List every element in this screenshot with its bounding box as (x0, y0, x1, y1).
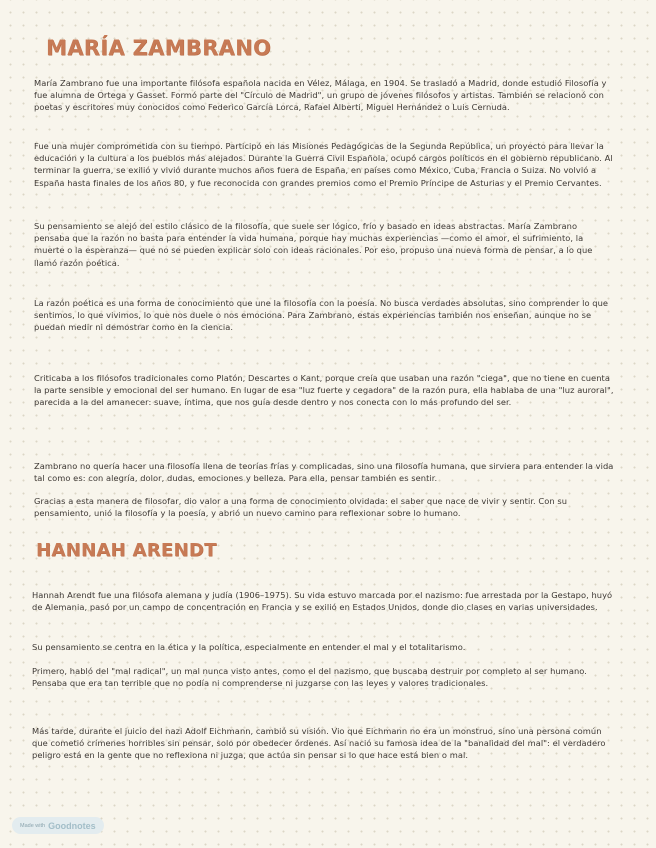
paragraph-arendt-radical-evil: Primero, habló del "mal radical", un mal nunca visto antes, como el del nazismo, que buscaba destruir por completo al ser humano. Pensaba que era tan terrible que no podía ni comprenderse ni juzgarse con las leyes y valores tradicionales. (32, 666, 587, 689)
paragraph-zambrano-poetic-reason: La razón poética es una forma de conocimiento que une la filosofía con la poesía. No busca verdades absolutas, sino comprender lo que sentimos, lo que vivimos, lo que nos duele o nos emociona. Para Zambrano, estas experiencias también nos enseñan, aunque no se puedan medir ni demostrar como en la ciencia. (34, 298, 609, 333)
paragraph-arendt-ethics: Su pensamiento se centra en la ética y la política, especialmente en entender el mal y el totalitarismo. (32, 642, 466, 652)
paragraph-zambrano-criticism: Criticaba a los filósofos tradicionales como Platón, Descartes o Kant, porque creía que usaban una razón "ciega", que no tiene en cuenta la parte sensible y emocional del ser humano. En lugar de esa "luz fuerte y cegadora" de la razón pura, ella hablaba de una "luz auroral", parecida a la del amanecer: suave, íntima, que nos guía desde dentro y nos conecta con lo más profundo del ser. (34, 373, 614, 408)
made-with-label: Made with (20, 822, 46, 829)
paragraph-arendt-biography: Hannah Arendt fue una filósofa alemana y judía (1906–1975). Su vida estuvo marcada por el nazismo: fue arrestada por la Gestapo, huyó de Alemania, pasó por un campo de concentración en Francia y se exilió en Estados Unidos, donde dio clases en varias universidades. (32, 590, 613, 613)
goodnotes-badge (12, 817, 104, 834)
section-title-hannah-arendt: HANNAH ARENDT (36, 540, 217, 561)
paragraph-zambrano-legacy: Gracias a esta manera de filosofar, dio valor a una forma de conocimiento olvidada: el saber que nace de vivir y sentir. Con su pensamiento, unió la filosofía y la poesía, y abrió un nuevo camino para reflexionar sobre lo humano. (34, 496, 568, 519)
paragraph-zambrano-commitment: Fue una mujer comprometida con su tiempo. Participó en las Misiones Pedagógicas de la Segunda República, un proyecto para llevar la educación y la cultura a los pueblos más alejados. Durante la Guerra Civil Española, ocupó cargos políticos en el gobierno republicano. Al terminar la guerra, se exilió y vivió durante muchos años fuera de España, en países como México, Cuba, Francia o Suiza. No volvió a España hasta finales de los años 80, y fue reconocida con grandes premios como el Premio Príncipe de Asturias y el Premio Cervantes. (34, 141, 613, 188)
paragraph-zambrano-human-philosophy: Zambrano no quería hacer una filosofía llena de teorías frías y complicadas, sino una filosofía humana, que sirviera para entender la vida tal como es: con alegría, dolor, dudas, emociones y belleza. Para ella, pensar también es sentir. (34, 461, 614, 484)
paragraph-zambrano-biography: María Zambrano fue una importante filósofa española nacida en Vélez, Málaga, en 1904. Se trasladó a Madrid, donde estudió Filosofía y fue alumna de Ortega y Gasset. Formó parte del "Círculo de Madrid", un grupo de jóvenes filósofos y artistas. También se relacionó con poetas y escritores muy conocidos como Federico García Lorca, Rafael Alberti, Miguel Hernández o Luis Cernuda. (34, 78, 607, 113)
section-title-maria-zambrano: MARÍA ZAMBRANO (46, 36, 272, 60)
paragraph-arendt-banality-of-evil: Más tarde, durante el juicio del nazi Adolf Eichmann, cambió su visión. Vio que Eichmann no era un monstruo, sino una persona común que cometió crímenes horribles sin pensar, solo por obedecer órdenes. Así nació su famosa idea de la "banalidad del mal": el verdadero peligro está en la gente que no reflexiona ni juzga, que actúa sin pensar si lo que hace está bien o mal. (32, 726, 606, 761)
goodnotes-logo: Goodnotes (48, 820, 96, 831)
paragraph-zambrano-thought: Su pensamiento se alejó del estilo clásico de la filosofía, que suele ser lógico, frío y basado en ideas abstractas. María Zambrano pensaba que la razón no basta para entender la vida humana, porque hay muchas experiencias —como el amor, el sufrimiento, la muerte o la esperanza— que no se pueden explicar solo con ideas racionales. Por eso, propuso una nueva forma de pensar, a lo que llamó razón poética. (34, 221, 593, 268)
